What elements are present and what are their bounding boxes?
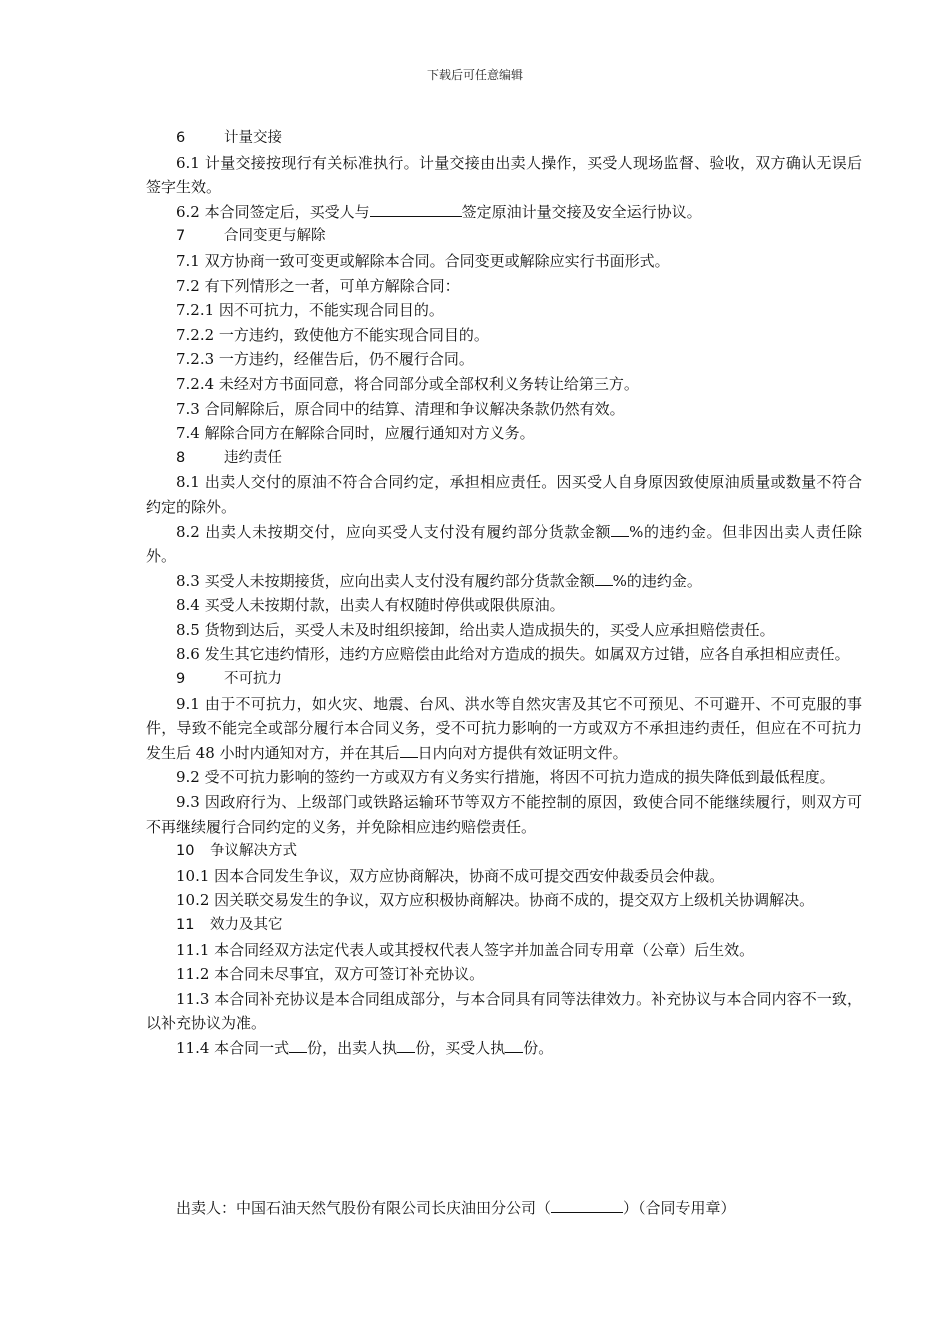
clause-text: 6.2 本合同签定后，买受人与 xyxy=(176,202,370,221)
clause-text: 签定原油计量交接及安全运行协议。 xyxy=(461,202,702,221)
clause-8-1: 8.1 出卖人交付的原油不符合合同约定，承担相应责任。因买受人自身原因致使原油质量或数量不符合约定的除外。 xyxy=(146,473,862,516)
clause-7-4: 7.4 解除合同方在解除合同时，应履行通知对方义务。 xyxy=(176,424,535,443)
clause-11-1: 11.1 本合同经双方法定代表人或其授权代表人签字并加盖合同专用章（公章）后生效。 xyxy=(176,940,755,959)
section-10-heading xyxy=(146,839,862,864)
clause-9-3: 9.3 因政府行为、上级部门或铁路运输环节等双方不能控制的原因，致使合同不能继续履行，则双方可不再继续履行合同约定的义务，并免除相应违约赔偿责任。 xyxy=(146,793,862,836)
clause-9-2: 9.2 受不可抗力影响的签约一方或双方有义务实行措施，将因不可抗力造成的损失降低到最低程度。 xyxy=(176,768,835,787)
section-7-heading xyxy=(146,224,862,249)
clause-8-4: 8.4 买受人未按期付款，出卖人有权随时停供或限供原油。 xyxy=(176,596,565,615)
clause-7-2-4: 7.2.4 未经对方书面同意，将合同部分或全部权利义务转让给第三方。 xyxy=(176,374,639,393)
clause-text: %的违约金。 xyxy=(612,571,702,590)
clause-7-1: 7.1 双方协商一致可变更或解除本合同。合同变更或解除应实行书面形式。 xyxy=(176,251,670,270)
seller-name: 出卖人：中国石油天然气股份有限公司长庆油田分公司 xyxy=(176,1199,537,1217)
section-8-heading xyxy=(146,446,862,471)
clause-7-2: 7.2 有下列情形之一者，可单方解除合同： xyxy=(176,276,460,295)
fill-in-blank[interactable] xyxy=(400,741,418,758)
section-number: 9 xyxy=(176,671,186,688)
section-title: 效力及其它 xyxy=(210,917,283,933)
clause-7-2-2: 7.2.2 一方违约，致使他方不能实现合同目的。 xyxy=(176,325,489,344)
fill-in-blank[interactable] xyxy=(551,1196,623,1213)
fill-in-blank[interactable] xyxy=(505,1036,523,1053)
section-number: 8 xyxy=(176,449,186,466)
clause-7-2-3: 7.2.3 一方违约，经催告后，仍不履行合同。 xyxy=(176,350,474,369)
section-number: 7 xyxy=(176,228,186,245)
seal-label: （合同专用章） xyxy=(638,1199,736,1217)
clause-text: %的违约金。但非因出卖人责任除外。 xyxy=(146,522,862,566)
clause-10-2: 10.2 因关联交易发生的争议，双方应积极协商解决。协商不成的，提交双方上级机关协调解决。 xyxy=(176,891,815,910)
clause-8-6: 8.6 发生其它违约情形，违约方应赔偿由此给对方造成的损失。如属双方过错，应各自承担相应责任。 xyxy=(176,645,850,664)
fill-in-blank[interactable] xyxy=(370,200,462,217)
contract-body xyxy=(146,126,862,1061)
fill-in-blank[interactable] xyxy=(595,569,613,586)
clause-text: 日内向对方提供有效证明文件。 xyxy=(417,743,628,762)
clause-7-3: 7.3 合同解除后，原合同中的结算、清理和争议解决条款仍然有效。 xyxy=(176,399,625,418)
section-11-heading xyxy=(146,913,862,938)
page-header: 下载后可任意编辑 xyxy=(426,68,523,82)
clause-text: 份，出卖人执 xyxy=(307,1038,398,1057)
clause-8-3 xyxy=(146,569,862,594)
fill-in-blank[interactable] xyxy=(397,1036,415,1053)
clause-9-1 xyxy=(146,692,862,766)
section-title: 不可抗力 xyxy=(224,671,282,688)
clause-text: 9.1 由于不可抗力，如火灾、地震、台风、洪水等自然灾害及其它不可预见、不可避开、不可克服的事件，导致不能完全或部分履行本合同义务，受不可抗力影响的一方或双方不承担违约责任，但应在不可抗力发生后 48 小时内通知对方，并在其后 xyxy=(146,694,862,762)
clause-10-1: 10.1 因本合同发生争议，双方应协商解决，协商不成可提交西安仲裁委员会仲裁。 xyxy=(176,866,725,885)
clause-text: 8.3 买受人未按期接货，应向出卖人支付没有履约部分货款金额 xyxy=(176,571,595,590)
section-number: 11 xyxy=(176,917,195,933)
clause-11-2: 11.2 本合同未尽事宜，双方可签订补充协议。 xyxy=(176,965,485,984)
section-title: 违约责任 xyxy=(224,449,282,466)
section-6-heading xyxy=(146,126,862,151)
section-number: 6 xyxy=(176,130,186,146)
paren-close: ） xyxy=(623,1199,639,1217)
clause-text: 11.4 本合同一式 xyxy=(176,1038,290,1057)
clause-11-3: 11.3 本合同补充协议是本合同组成部分，与本合同具有同等法律效力。补充协议与本合同内容不一致，以补充协议为准。 xyxy=(146,989,862,1033)
section-number: 10 xyxy=(176,843,195,860)
clause-text: 8.2 出卖人未按期交付，应向买受人支付没有履约部分货款金额 xyxy=(176,522,612,541)
clause-11-4 xyxy=(146,1036,862,1061)
seller-signature-line xyxy=(176,1196,736,1220)
section-title: 计量交接 xyxy=(224,130,282,146)
clause-8-2 xyxy=(146,520,862,569)
paren-open: （ xyxy=(536,1199,552,1217)
fill-in-blank[interactable] xyxy=(611,520,629,537)
section-title: 合同变更与解除 xyxy=(224,228,326,245)
section-9-heading xyxy=(146,667,862,692)
clause-6-2 xyxy=(146,200,862,225)
section-title: 争议解决方式 xyxy=(210,843,297,860)
clause-8-5: 8.5 货物到达后，买受人未及时组织接卸，给出卖人造成损失的，买受人应承担赔偿责任。 xyxy=(176,620,775,639)
clause-text: 份。 xyxy=(523,1038,554,1057)
clause-7-2-1: 7.2.1 因不可抗力，不能实现合同目的。 xyxy=(176,301,444,320)
clause-text: 份，买受人执 xyxy=(415,1038,506,1057)
clause-6-1: 6.1 计量交接按现行有关标准执行。计量交接由出卖人操作，买受人现场监督、验收，双方确认无误后签字生效。 xyxy=(146,153,862,197)
fill-in-blank[interactable] xyxy=(289,1036,307,1053)
